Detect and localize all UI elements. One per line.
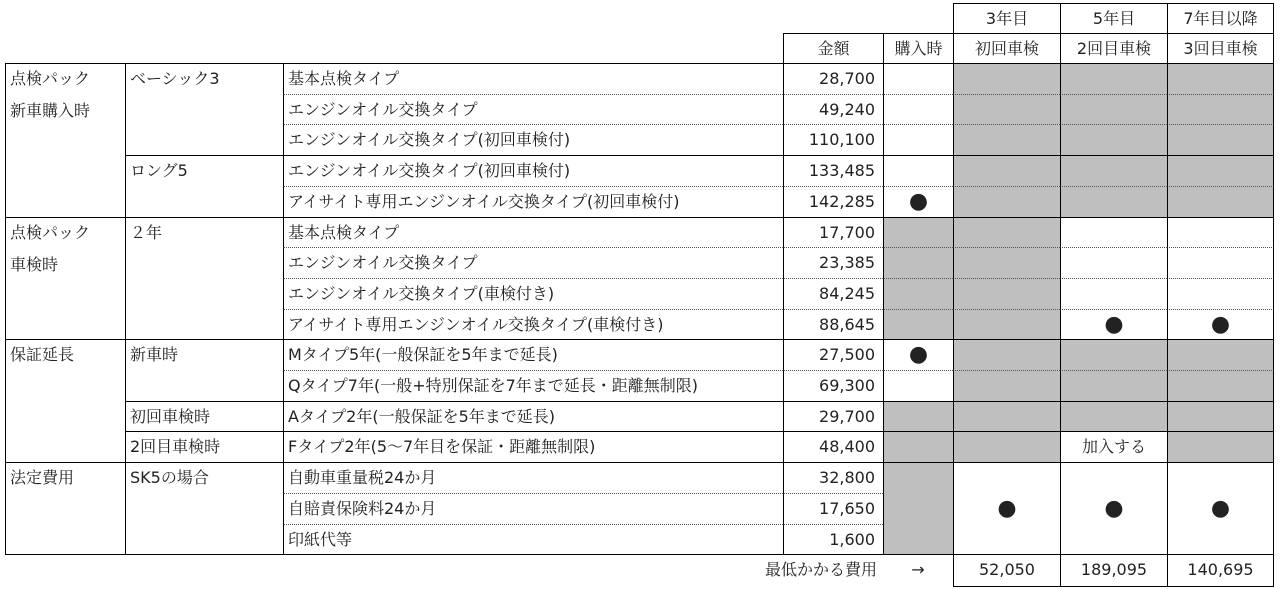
cell-insp1: [953, 371, 1060, 402]
cell-purchase: ●: [883, 340, 953, 371]
cell-insp2: [1060, 279, 1167, 310]
header-year3: 3年目: [953, 3, 1060, 34]
cell-purchase: [883, 402, 953, 432]
cell-insp3: [1167, 371, 1274, 402]
cell-purchase: [883, 279, 953, 310]
plan-label: 初回車検時: [125, 402, 283, 432]
header-insp3: 3回目車検: [1167, 33, 1274, 64]
header-insp1: 初回車検: [953, 33, 1060, 64]
header-purchase: 購入時: [883, 33, 953, 64]
cell-purchase: [883, 64, 953, 95]
cell-purchase: [883, 125, 953, 156]
group-label: [5, 463, 125, 555]
cell-insp3: [1167, 432, 1274, 463]
cell-insp1: [953, 156, 1060, 187]
item-name: エンジンオイル交換タイプ: [283, 95, 783, 125]
item-amount: 69,300: [783, 371, 883, 402]
group-name-line2: 車検時: [10, 255, 59, 274]
item-amount: 23,385: [783, 248, 883, 279]
cell-insp2: [1060, 340, 1167, 371]
cell-insp2: [1060, 64, 1167, 95]
cell-insp2: [1060, 95, 1167, 125]
item-name: 自賠責保険料24か月: [283, 494, 783, 525]
cell-insp3: [1167, 125, 1274, 156]
item-amount: 1,600: [783, 525, 883, 555]
cell-insp3: [1167, 218, 1274, 248]
item-amount: 48,400: [783, 432, 883, 463]
header-amount: 金額: [783, 33, 883, 64]
cell-insp2-legal: ●: [1060, 463, 1167, 555]
cell-purchase: [883, 156, 953, 187]
cell-insp1: [953, 432, 1060, 463]
item-amount: 17,700: [783, 218, 883, 248]
item-amount: 17,650: [783, 494, 883, 525]
cell-insp2: [1060, 248, 1167, 279]
cell-insp2: [1060, 218, 1167, 248]
cell-insp2: [1060, 156, 1167, 187]
item-amount: 110,100: [783, 125, 883, 156]
cell-insp3: [1167, 187, 1274, 218]
footer-total-insp3: 140,695: [1167, 555, 1274, 587]
footer-label: 最低かかる費用: [764, 560, 877, 579]
item-name: エンジンオイル交換タイプ(車検付き): [283, 279, 783, 310]
item-amount: 133,485: [783, 156, 883, 187]
item-name: エンジンオイル交換タイプ: [283, 248, 783, 279]
item-name: エンジンオイル交換タイプ(初回車検付): [283, 156, 783, 187]
item-amount: 29,700: [783, 402, 883, 432]
plan-label: 新車時: [125, 340, 283, 402]
group-label: [5, 64, 125, 218]
group-label: [5, 218, 125, 340]
cell-insp3: [1167, 340, 1274, 371]
footer-arrow: →: [911, 560, 925, 579]
cell-insp1: [953, 125, 1060, 156]
item-name: Qタイプ7年(一般+特別保証を7年まで延長・距離無制限): [283, 371, 783, 402]
group-name-line1: 点検パック: [10, 223, 91, 242]
cell-insp1: [953, 218, 1060, 248]
cell-insp3: [1167, 402, 1274, 432]
footer-total-insp2: 189,095: [1060, 555, 1167, 587]
group-name-line1: 点検パック: [10, 69, 91, 88]
item-amount: 27,500: [783, 340, 883, 371]
cell-purchase: [883, 371, 953, 402]
item-name: Fタイプ2年(5～7年目を保証・距離無制限): [283, 432, 783, 463]
cell-purchase: [883, 432, 953, 463]
plan-label: 2回目車検時: [125, 432, 283, 463]
header-insp2: 2回目車検: [1060, 33, 1167, 64]
cell-insp3: [1167, 156, 1274, 187]
cell-insp1: [953, 64, 1060, 95]
cell-insp3: [1167, 95, 1274, 125]
item-amount: 32,800: [783, 463, 883, 494]
plan-label: ２年: [125, 218, 283, 340]
footer-total-insp1: 52,050: [953, 555, 1060, 587]
group-name-line1: 保証延長: [10, 345, 75, 364]
cell-insp3-legal: ●: [1167, 463, 1274, 555]
plan-label: ベーシック3: [125, 64, 283, 156]
cell-insp3: [1167, 279, 1274, 310]
cell-insp1: [953, 248, 1060, 279]
cell-purchase: [883, 248, 953, 279]
cell-insp1: [953, 402, 1060, 432]
group-label: [5, 340, 125, 463]
cell-purchase: ●: [883, 187, 953, 218]
plan-label: SK5の場合: [125, 463, 283, 555]
item-name: 基本点検タイプ: [283, 218, 783, 248]
cell-insp1: [953, 279, 1060, 310]
item-name: アイサイト専用エンジンオイル交換タイプ(初回車検付): [283, 187, 783, 218]
cell-insp1: [953, 187, 1060, 218]
item-name: エンジンオイル交換タイプ(初回車検付): [283, 125, 783, 156]
item-name: Mタイプ5年(一般保証を5年まで延長): [283, 340, 783, 371]
item-name: 基本点検タイプ: [283, 64, 783, 95]
item-name: 印紙代等: [283, 525, 783, 555]
cell-insp2: [1060, 125, 1167, 156]
header-year5: 5年目: [1060, 3, 1167, 34]
cell-insp2: ●: [1060, 310, 1167, 340]
cell-insp1: [953, 340, 1060, 371]
cell-purchase-legal: [883, 463, 953, 555]
cell-insp2: 加入する: [1060, 432, 1167, 463]
cell-insp2: [1060, 187, 1167, 218]
cell-insp1: [953, 310, 1060, 340]
cell-insp3: ●: [1167, 310, 1274, 340]
header-year7: 7年目以降: [1167, 3, 1274, 34]
item-amount: 88,645: [783, 310, 883, 340]
group-name-line2: 新車購入時: [10, 101, 91, 120]
plan-label: ロング5: [125, 156, 283, 218]
header-blank: [5, 33, 783, 64]
cell-insp1-legal: ●: [953, 463, 1060, 555]
group-name-line1: 法定費用: [10, 468, 75, 487]
cell-purchase: [883, 218, 953, 248]
item-amount: 28,700: [783, 64, 883, 95]
item-name: アイサイト専用エンジンオイル交換タイプ(車検付き): [283, 310, 783, 340]
item-name: 自動車重量税24か月: [283, 463, 783, 494]
cell-insp3: [1167, 248, 1274, 279]
item-amount: 84,245: [783, 279, 883, 310]
cell-insp3: [1167, 64, 1274, 95]
cell-purchase: [883, 310, 953, 340]
item-amount: 142,285: [783, 187, 883, 218]
cell-insp1: [953, 95, 1060, 125]
cell-insp2: [1060, 371, 1167, 402]
cell-purchase: [883, 95, 953, 125]
item-amount: 49,240: [783, 95, 883, 125]
cell-insp2: [1060, 402, 1167, 432]
item-name: Aタイプ2年(一般保証を5年まで延長): [283, 402, 783, 432]
